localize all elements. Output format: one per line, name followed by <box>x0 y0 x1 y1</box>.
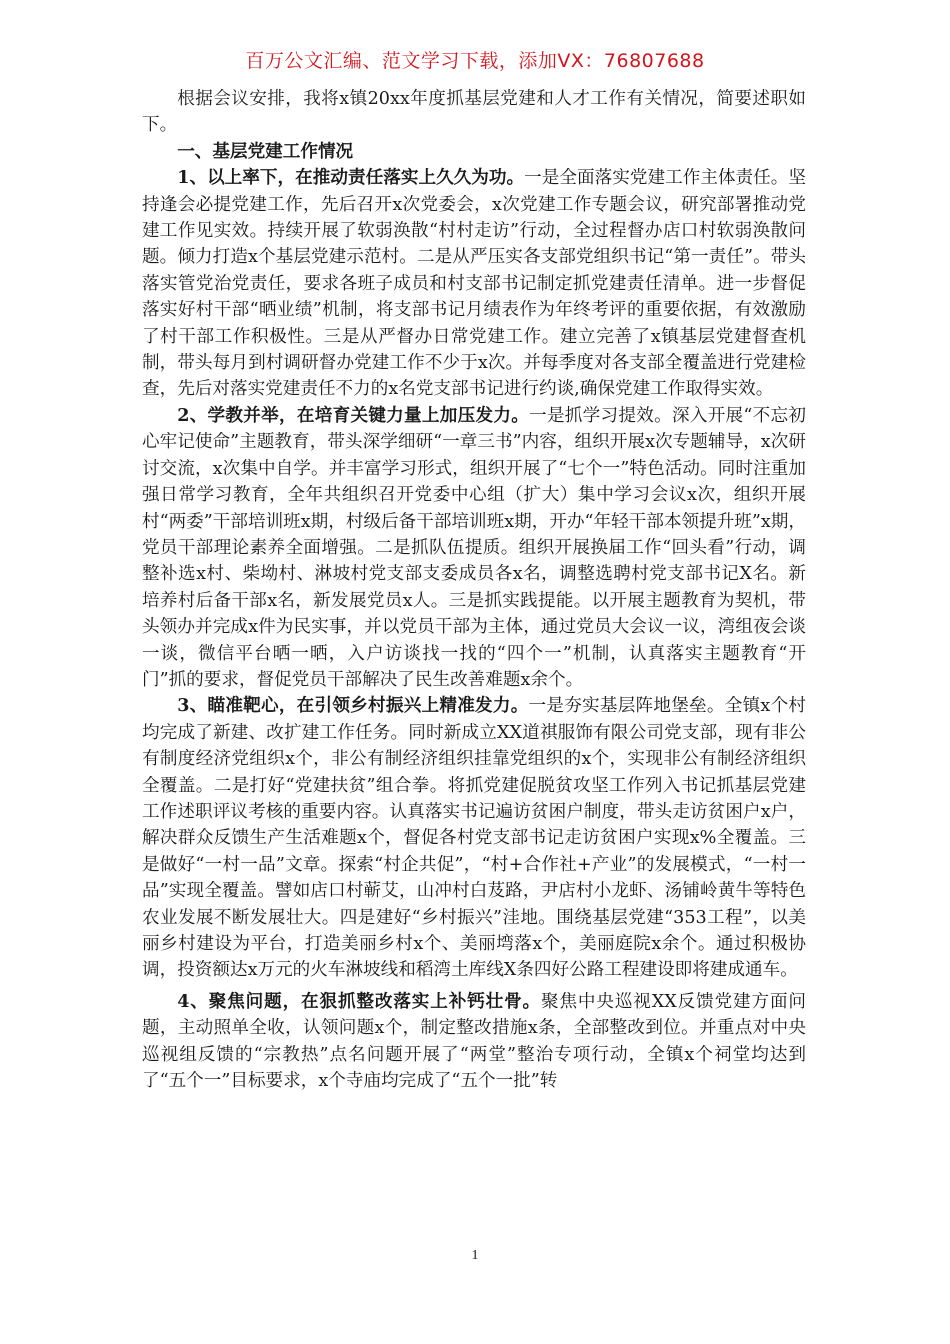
paragraph-2-text: 一是抓学习提效。深入开展“不忘初心牢记使命”主题教育，带头深学细研“一章三书”内容，组织开展x次专题辅导，x次研讨交流，x次集中自学。并丰富学习形式，组织开展了“七个一”特色活动。同时注重加强日常学习教育，全年共组织召开党委中心组（扩大）集中学习会议x次，组织开展村“两委”干部培训班x期，村级后备干部培训班x期，开办“年轻干部本领提升班”x期，党员干部理论素养全面增强。二是抓队伍提质。组织开展换届工作“回头看”行动，调整补选x村、柴坳村、淋坡村党支部支委成员各x名，调整选聘村党支部书记X名。新培养村后备干部x名，新发展党员x人。三是抓实践提能。以开展主题教育为契机，带头领办并完成x件为民实事，并以党员干部为主体，通过党员大会议一议，湾组夜会谈一谈，微信平台晒一晒，入户访谈找一找的“四个一”机制，认真落实主题教育“开门”抓的要求，督促党员干部解决了民生改善难题x余个。 <box>142 405 806 690</box>
header-banner: 百万公文汇编、范文学习下载，添加VX：76807688 <box>245 50 705 72</box>
paragraph-3-text: 一是夯实基层阵地堡垒。全镇x个村均完成了新建、改扩建工作任务。同时新成立XX道祺服饰有限公司党支部，现有非公有制度经济党组织x个，非公有制经济组织挂靠党组织的x个，实现非公有制经济组织全覆盖。二是打好“党建扶贫”组合拳。将抓党建促脱贫攻坚工作列入书记抓基层党建工作述职评议考核的重要内容。认真落实书记遍访贫困户制度，带头走访贫困户x户，解决群众反馈生产生活难题x个，督促各村党支部书记走访贫困户实现x%全覆盖。三是做好“一村一品”文章。探索“村企共促”，“村+合作社+产业”的发展模式，“一村一品”实现全覆盖。譬如店口村蕲艾，山冲村白芨路，尹店村小龙虾、汤铺岭黄牛等特色农业发展不断发展壮大。四是建好“乡村振兴”洼地。围绕基层党建“353工程”，以美丽乡村建设为平台，打造美丽乡村x个、美丽塆落x个，美丽庭院x余个。通过积极协调，投资额达x万元的火车淋坡线和稻湾土库线X条四好公路工程建设即将建成通车。 <box>142 696 806 981</box>
paragraph-2-lead: 2、学教并举，在培育关键力量上加压发力。 <box>177 404 530 426</box>
document-body <box>142 86 806 1094</box>
paragraph-3-lead: 3、瞄准靶心，在引领乡村振兴上精准发力。 <box>177 695 529 717</box>
paragraph-1-lead: 1、以上率下，在推动责任落实上久久为功。 <box>177 167 525 189</box>
paragraph-3 <box>142 693 806 983</box>
paragraph-1-text: 一是全面落实党建工作主体责任。坚持逢会必提党建工作，先后召开x次党委会，x次党建工作专题会议，研究部署推动党建工作见实效。持续开展了软弱涣散“村村走访”行动，全过程督办店口村软弱涣散问题。倾力打造x个基层党建示范村。二是从严压实各支部党组织书记“第一责任”。带头落实管党治党责任，要求各班子成员和村支部书记制定抓党建责任清单。进一步督促落实好村干部“晒业绩”机制，将支部书记月绩表作为年终考评的重要依据，有效激励了村干部工作积极性。三是从严督办日常党建工作。建立完善了x镇基层党建督查机制，带头每月到村调研督办党建工作不少于x次。并每季度对各支部全覆盖进行党建检查，先后对落实党建责任不力的x名党支部书记进行约谈,确保党建工作取得实效。 <box>142 168 806 400</box>
paragraph-1 <box>142 165 806 403</box>
intro-paragraph: 根据会议安排，我将x镇20xx年度抓基层党建和人才工作有关情况，简要述职如下。 <box>142 89 806 136</box>
paragraph-4 <box>142 989 806 1095</box>
section-heading: 一、基层党建工作情况 <box>177 140 354 162</box>
paragraph-2 <box>142 403 806 693</box>
page-number: 1 <box>471 1248 479 1263</box>
paragraph-4-lead: 4、聚焦问题，在狠抓整改落实上补钙壮骨。 <box>177 990 541 1012</box>
paragraph-4-text: 聚焦中央巡视XX反馈党建方面问题，主动照单全收，认领问题x个，制定整改措施x条，全部整改到位。并重点对中央巡视组反馈的“宗教热”点名问题开展了“两堂”整治专项行动，全镇x个祠堂均达到了“五个一”目标要求，x个寺庙均完成了“五个一批”转 <box>142 991 806 1092</box>
